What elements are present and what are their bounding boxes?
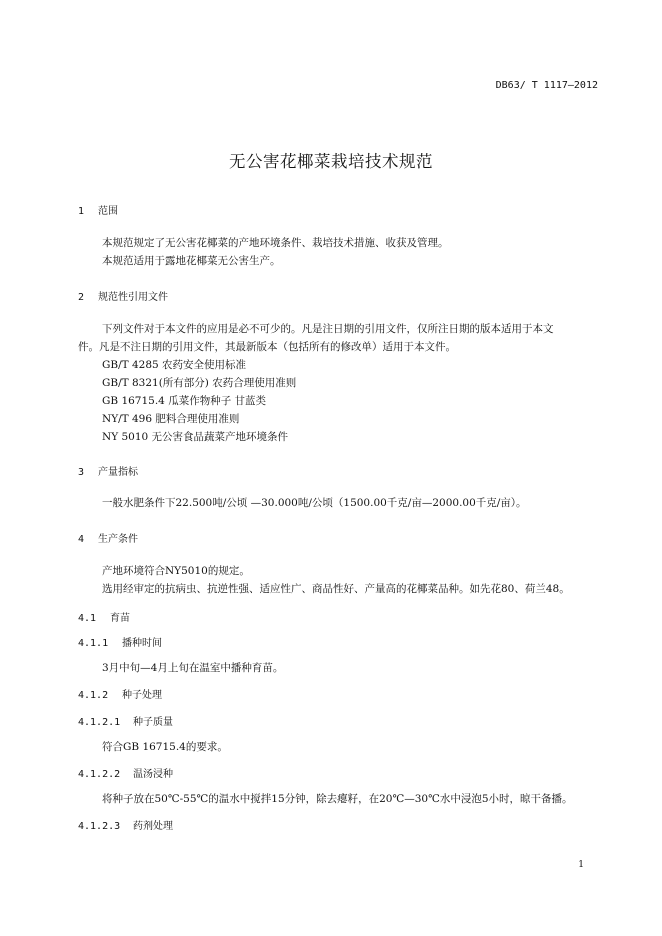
section-number: 4.1.2 [78, 690, 109, 701]
section-title: 播种时间 [122, 638, 162, 649]
paragraph: 3月中旬—4月上旬在温室中播种育苗。 [102, 662, 284, 674]
section-number: 3 [78, 467, 85, 478]
reference-item: NY 5010 无公害食品蔬菜产地环境条件 [102, 431, 289, 443]
paragraph: 一般水肥条件下22.500吨/公顷 —30.000吨/公顷（1500.00千克/亩—2000.00千克/亩）。 [102, 497, 527, 509]
reference-item: NY/T 496 肥料合理使用准则 [102, 413, 240, 425]
paragraph: 本规范规定了无公害花椰菜的产地环境条件、栽培技术措施、收获及管理。 [102, 237, 449, 249]
section-number: 1 [78, 206, 85, 217]
paragraph: 选用经审定的抗病虫、抗逆性强、适应性广、商品性好、产量高的花椰菜品种。如先花80、荷兰48。 [102, 583, 570, 595]
reference-item: GB 16715.4 瓜菜作物种子 甘蓝类 [102, 395, 267, 407]
section-number: 4.1.2.3 [78, 821, 121, 832]
subsection-4-1-2-heading [78, 686, 162, 701]
document-title: 无公害花椰菜栽培技术规范 [229, 152, 433, 171]
subsection-4-1-heading [78, 609, 130, 624]
standard-number: DB63/ T 1117—2012 [495, 80, 598, 91]
section-number: 4.1 [78, 613, 97, 624]
section-title: 产量指标 [98, 467, 138, 478]
section-number: 4.1.2.2 [78, 769, 121, 780]
section-title: 种子处理 [122, 690, 162, 701]
section-title: 种子质量 [133, 717, 173, 728]
subsection-4-1-2-3-heading [78, 817, 173, 832]
section-title: 育苗 [110, 613, 130, 624]
section-1-heading [78, 202, 118, 217]
section-number: 4.1.2.1 [78, 717, 121, 728]
subsection-4-1-2-1-heading [78, 713, 173, 728]
subsection-4-1-1-heading [78, 634, 162, 649]
paragraph-continuation: 件。凡是不注日期的引用文件，其最新版本（包括所有的修改单）适用于本文件。 [78, 341, 456, 353]
paragraph: 下列文件对于本文件的应用是必不可少的。凡是注日期的引用文件，仅所注日期的版本适用于本文 [102, 323, 554, 335]
paragraph: 将种子放在50℃-55℃的温水中搅拌15分钟，除去瘪籽，在20℃—30℃水中浸泡5小时，晾干备播。 [102, 793, 573, 805]
paragraph: 本规范适用于露地花椰菜无公害生产。 [102, 255, 281, 267]
section-number: 4 [78, 534, 85, 545]
subsection-4-1-2-2-heading [78, 765, 173, 780]
paragraph: 产地环境符合NY5010的规定。 [102, 565, 250, 577]
section-4-heading [78, 530, 138, 545]
section-title: 范围 [98, 206, 118, 217]
section-title: 药剂处理 [133, 821, 173, 832]
section-title: 生产条件 [98, 534, 138, 545]
section-title: 温汤浸种 [133, 769, 173, 780]
section-3-heading [78, 463, 138, 478]
page-number: 1 [578, 860, 584, 870]
section-number: 4.1.1 [78, 638, 109, 649]
section-number: 2 [78, 292, 85, 303]
section-title: 规范性引用文件 [98, 292, 168, 303]
section-2-heading [78, 288, 168, 303]
paragraph: 符合GB 16715.4的要求。 [102, 741, 228, 753]
reference-item: GB/T 8321(所有部分) 农药合理使用准则 [102, 377, 297, 389]
reference-item: GB/T 4285 农药安全使用标准 [102, 359, 247, 371]
